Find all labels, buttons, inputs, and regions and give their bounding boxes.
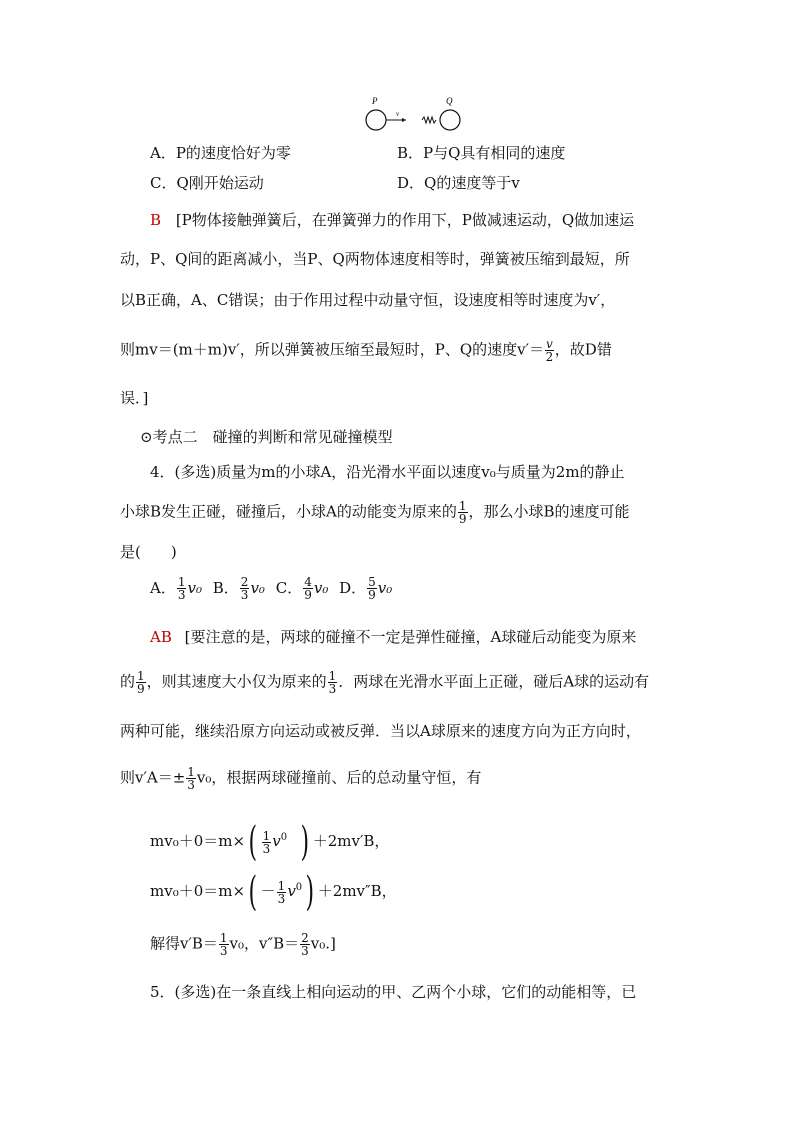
q4-option-a: A． $\frac{1}{3}$ v₀ [150,575,202,602]
q4-analysis-line-4: 则v′A＝± $\frac{1}{3}$ v₀，根据两球碰撞前、后的总动量守恒，有 [120,765,482,792]
q3-analysis-line-2: 动，P、Q间的距离减小，当P、Q两物体速度相等时，弹簧被压缩到最短，所 [120,250,630,268]
section-heading: ⊙考点二 碰撞的判断和常见碰撞模型 [140,428,393,446]
fraction-1-over-9: $\frac{1}{9}$ [458,499,467,526]
q4-options [150,576,392,601]
q3-option-b: B．P与Q具有相同的速度 [397,144,566,162]
spring-icon [422,117,436,123]
q3-answer: B [150,211,162,229]
q3-analysis-line-4: 则mv＝(m＋m)v′，所以弹簧被压缩至最短时，P、Q的速度v′＝ $\frac{v}{2}$ ，故D错 [120,337,612,364]
v-label: v [396,110,400,118]
q4-analysis-line-1: AB [要注意的是，两球的碰撞不一定是弹性碰撞，A球碰后动能变为原来 [150,628,637,646]
p-label: P [372,96,378,106]
collision-diagram [360,94,470,134]
q5-stem: 5．(多选)在一条直线上相向运动的甲、乙两个小球，它们的动能相等，已 [150,983,637,1001]
q4-stem-line-2: 小球B发生正碰，碰撞后，小球A的动能变为原来的 $\frac{1}{9}$ ，那么小球B的速度可能 [120,499,630,526]
q3-option-d: D．Q的速度等于v [397,174,520,192]
ball-p [366,110,386,130]
q3-analysis-line-5: 误．] [120,389,149,407]
q-label: Q [446,96,453,106]
equation-2: mv₀＋0＝m×( － $\frac{1}{3}$ $v^0) +2mv''B$， [150,869,397,915]
q3-option-c: C．Q刚开始运动 [150,174,264,192]
solution-line: 解得v′B＝ $\frac{1}{3}$ v₀，v″B＝ $\frac{2}{3}$ v₀.] [150,931,336,958]
ball-q [440,110,460,130]
q3-analysis-line-3: 以B正确，A、C错误；由于作用过程中动量守恒，设速度相等时速度为v′， [120,291,616,309]
q4-option-c: C． $\frac{4}{9}$ v₀ [275,575,329,602]
fraction-v-over-2: $\frac{v}{2}$ [545,337,554,364]
q4-analysis-line-3: 两种可能，继续沿原方向运动或被反弹．当以A球原来的速度方向为正方向时， [120,722,641,740]
q3-analysis-line-1: B [P物体接触弹簧后，在弹簧弹力的作用下，P做减速运动，Q做加速运 [150,211,635,229]
q4-analysis-line-2: 的 $\frac{1}{9}$ ，则其速度大小仅为原来的 $\frac{1}{3}$ ．两球在光滑水平面上正碰，碰后A球的运动有 [120,669,650,696]
equation-1: mv₀＋0＝m×( $\frac{1}{3}$ $v^0$ ) ＋2mv′B， [150,819,390,865]
q4-option-b: B． $\frac{2}{3}$ v₀ [212,575,265,602]
q4-stem-line-1: 4．(多选)质量为m的小球A，沿光滑水平面以速度v₀与质量为2m的静止 [150,463,625,481]
q3-option-a: A．P的速度恰好为零 [150,144,291,162]
q4-option-d: D． $\frac{5}{9}$ v₀ [339,575,393,602]
q4-answer: AB [150,628,172,646]
q4-stem-line-3: 是( ) [120,543,177,561]
